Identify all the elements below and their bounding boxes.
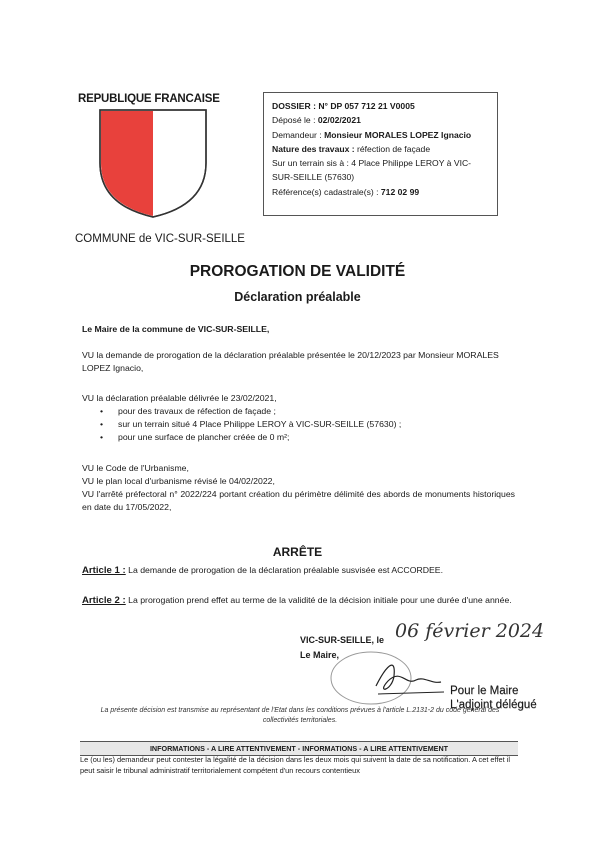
dossier-deposit: Déposé le : 02/02/2021: [272, 115, 361, 126]
signature-stamp: [316, 646, 456, 706]
signature-place: VIC-SUR-SEILLE, le: [300, 635, 385, 645]
shield-icon: [96, 107, 210, 219]
works-list: [100, 405, 401, 443]
signature-role: Le Maire,: [300, 650, 340, 660]
page-subtitle: Déclaration préalable: [234, 290, 361, 304]
list-item: • sur un terrain situé 4 Place Philippe LEROY à VIC-SUR-SEILLE (57630) ;: [100, 418, 401, 431]
vu-plu: VU le plan local d'urbanisme révisé le 04/02/2022,: [82, 476, 275, 486]
vu-arrete-prefectoral: VU l'arrêté préfectoral n° 2022/224 portant création du périmètre délimité des abords de monuments historiques en date du 17/05/2022,: [82, 489, 515, 512]
handwritten-date: 06 février 2024: [395, 620, 545, 642]
info-text: Le (ou les) demandeur peut contester la légalité de la décision dans les deux mois qui suivent la date de sa notification. A cet effet il peut saisir le tribunal administratif territorialement compétent d'un recours contentieux: [80, 755, 511, 775]
arrete-heading: ARRÊTE: [272, 545, 323, 559]
info-banner: INFORMATIONS - A LIRE ATTENTIVEMENT - INFORMATIONS - A LIRE ATTENTIVEMENT: [80, 741, 518, 756]
maire-line: Le Maire de la commune de VIC-SUR-SEILLE,: [82, 324, 270, 334]
dossier-site: Sur un terrain sis à : 4 Place Philippe LEROY à VIC-SUR-SEILLE (57630): [272, 158, 472, 183]
article-1: Article 1 : La demande de prorogation de la déclaration préalable susvisée est ACCORDEE.: [82, 565, 444, 576]
republic-label: REPUBLIQUE FRANCAISE: [78, 93, 220, 105]
list-item: • pour une surface de plancher créée de 0 m²;: [100, 431, 401, 444]
dossier-cadastre: Référence(s) cadastrale(s) : 712 02 99: [272, 186, 420, 197]
vu-demande: VU la demande de prorogation de la déclaration préalable présentée le 20/12/2023 par Monsieur MORALES LOPEZ Ignacio,: [82, 350, 499, 373]
commune-label: COMMUNE de VIC-SUR-SEILLE: [75, 233, 245, 245]
list-item: • pour des travaux de réfection de façade ;: [100, 405, 401, 418]
transmission-notice: La présente décision est transmise au représentant de l'Etat dans les conditions prévues à l'article L.2131-2 du code général des collectivités territoriales.: [100, 707, 500, 724]
delegation-mention: Pour le Maire L'adjoint délégué: [450, 685, 537, 711]
vu-code: VU le Code de l'Urbanisme,: [82, 463, 189, 473]
dossier-applicant: Demandeur : Monsieur MORALES LOPEZ Ignacio: [272, 129, 472, 140]
article-2: Article 2 : La prorogation prend effet au terme de la validité de la décision initiale pour une durée d'une année.: [82, 595, 512, 606]
dossier-box: [263, 92, 498, 216]
page-title: PROROGATION DE VALIDITÉ: [189, 263, 406, 280]
vu-declaration: VU la déclaration préalable délivrée le 23/02/2021,: [82, 393, 277, 403]
dossier-number: DOSSIER : N° DP 057 712 21 V0005: [272, 101, 415, 111]
dossier-works: Nature des travaux : réfection de façade: [272, 143, 431, 154]
